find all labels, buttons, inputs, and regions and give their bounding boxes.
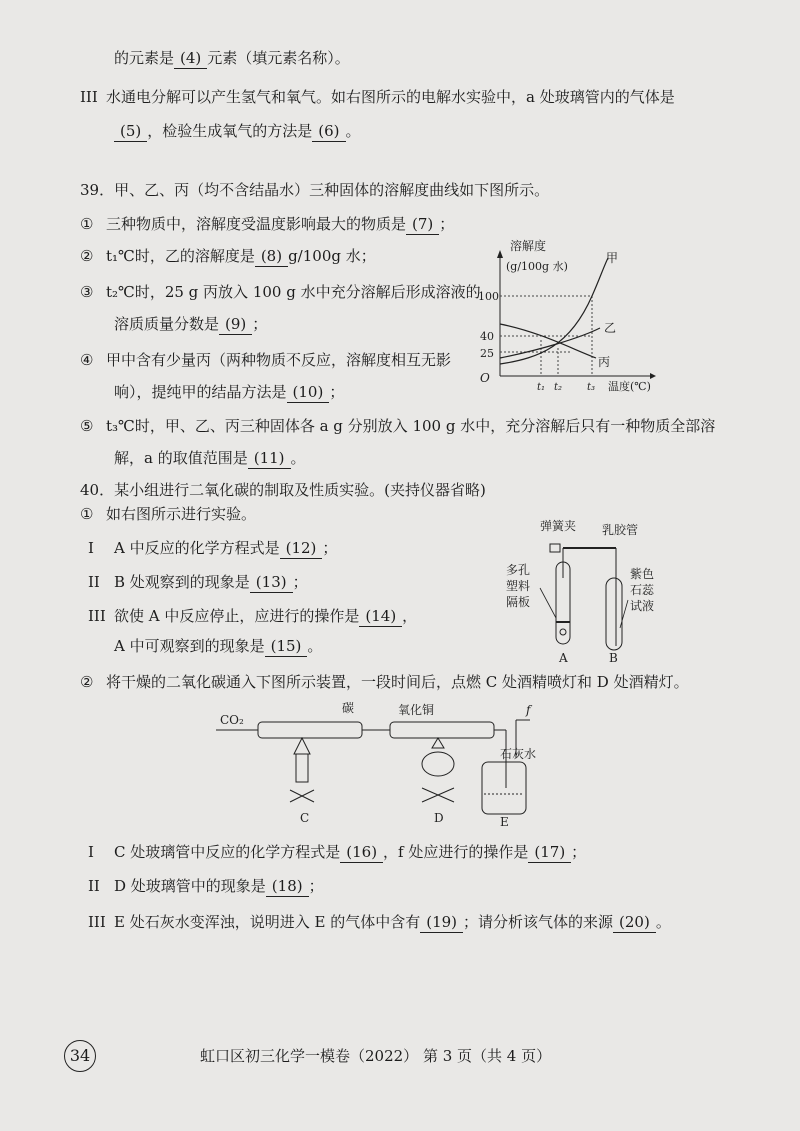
q40-i: I A 中反应的化学方程式是 (12) ； bbox=[88, 539, 338, 557]
q40-j: I C 处玻璃管中反应的化学方程式是 (16) ，f 处应进行的操作是 (17) ； bbox=[88, 843, 587, 861]
q40-s1: ① 如右图所示进行实验。 bbox=[80, 505, 257, 523]
y-axis-arrow bbox=[497, 250, 503, 258]
x-tick-t1: t₁ bbox=[537, 382, 546, 393]
x-axis-arrow bbox=[650, 373, 656, 379]
tube-c bbox=[258, 722, 362, 738]
figure-cde bbox=[210, 698, 550, 830]
series-bing bbox=[500, 324, 596, 358]
label-e: E bbox=[500, 815, 509, 829]
q39-stem: 39．甲、乙、丙（均不含结晶水）三种固体的溶解度曲线如下图所示。 bbox=[80, 181, 550, 199]
spring-clip-label: 弹簧夹 bbox=[540, 519, 577, 533]
q38-line1: 的元素是 (4) 元素（填元素名称）。 bbox=[114, 49, 350, 67]
limewater-label: 石灰水 bbox=[500, 747, 537, 761]
litmus-label-3: 试液 bbox=[630, 599, 655, 613]
q40-iii-b: A 中可观察到的现象是 (15) 。 bbox=[114, 637, 323, 655]
q39-p1: ① 三种物质中，溶解度受温度影响最大的物质是 (7) ； bbox=[80, 215, 455, 233]
blank-19[interactable]: (19) bbox=[420, 912, 463, 933]
page-badge: 34 bbox=[64, 1040, 96, 1072]
porous-label-3: 隔板 bbox=[506, 595, 531, 609]
q39-p3b: 溶质质量分数是 (9) ； bbox=[114, 315, 268, 333]
carbon-label: 碳 bbox=[342, 701, 355, 715]
litmus-label-2: 石蕊 bbox=[630, 583, 655, 597]
q40-s2: ② 将干燥的二氧化碳通入下图所示装置，一段时间后，点燃 C 处酒精喷灯和 D 处酒精灯。 bbox=[80, 673, 689, 691]
page-footer: 虹口区初三化学一模卷（2022） 第 3 页（共 4 页） bbox=[200, 1047, 552, 1065]
figure-ab bbox=[506, 518, 666, 668]
label-d: D bbox=[434, 811, 444, 825]
label-a: A bbox=[559, 651, 568, 665]
stand-c bbox=[290, 790, 314, 802]
q39-p5b: 解，a 的取值范围是 (11) 。 bbox=[114, 449, 306, 467]
y-axis-label: 溶解度 bbox=[510, 239, 547, 253]
q40-ii: II B 处观察到的现象是 (13) ； bbox=[88, 573, 308, 591]
y-tick-40: 40 bbox=[480, 330, 494, 343]
bottle-e bbox=[482, 762, 526, 814]
blank-12[interactable]: (12) bbox=[280, 538, 323, 559]
q39-p4b: 响），提纯甲的结晶方法是 (10) ； bbox=[114, 383, 345, 401]
blowtorch-c bbox=[296, 754, 308, 782]
blank-9[interactable]: (9) bbox=[219, 314, 252, 335]
co2-label: CO₂ bbox=[220, 713, 244, 727]
cuo-label: 氧化铜 bbox=[398, 703, 435, 717]
series-jia-label: 甲 bbox=[606, 251, 619, 265]
f-label: f bbox=[526, 703, 531, 717]
rubber-tube-label: 乳胶管 bbox=[602, 523, 639, 537]
blank-4[interactable]: (4) bbox=[174, 48, 207, 69]
porous-label-2: 塑料 bbox=[506, 579, 531, 593]
tube-d bbox=[390, 722, 494, 738]
blank-13[interactable]: (13) bbox=[250, 572, 293, 593]
blank-11[interactable]: (11) bbox=[248, 448, 291, 469]
porous-label-1: 多孔 bbox=[506, 563, 531, 577]
label-c: C bbox=[300, 811, 310, 825]
tube-b bbox=[606, 578, 622, 650]
q40-stem: 40．某小组进行二氧化碳的制取及性质实验。(夹持仪器省略) bbox=[80, 481, 486, 499]
blank-20[interactable]: (20) bbox=[613, 912, 656, 933]
litmus-label-1: 紫色 bbox=[630, 567, 655, 581]
blank-10[interactable]: (10) bbox=[287, 382, 330, 403]
y-tick-25: 25 bbox=[480, 347, 494, 360]
blowtorch-flame bbox=[294, 738, 310, 754]
blank-7[interactable]: (7) bbox=[406, 214, 439, 235]
porous-pointer bbox=[540, 588, 556, 618]
blank-5[interactable]: (5) bbox=[114, 121, 147, 142]
q40-iii: III 欲使 A 中反应停止，应进行的操作是 (14) ， bbox=[88, 607, 418, 625]
lamp-flame bbox=[432, 738, 444, 748]
q39-p5: ⑤ t₃℃时，甲、乙、丙三种固体各 a g 分别放入 100 g 水中，充分溶解后只有一种物质全部溶 bbox=[80, 417, 716, 435]
q40-k: II D 处玻璃管中的现象是 (18) ； bbox=[88, 877, 324, 895]
blank-18[interactable]: (18) bbox=[266, 876, 309, 897]
x-tick-t3: t₃ bbox=[587, 382, 596, 393]
blank-15[interactable]: (15) bbox=[265, 636, 308, 657]
x-tick-t2: t₂ bbox=[554, 382, 563, 393]
blank-17[interactable]: (17) bbox=[528, 842, 571, 863]
marble-chips bbox=[560, 629, 566, 635]
blank-8[interactable]: (8) bbox=[255, 246, 288, 267]
origin-label: O bbox=[480, 371, 490, 385]
alcohol-lamp-d bbox=[422, 752, 454, 776]
litmus-pointer bbox=[620, 600, 628, 628]
blank-6[interactable]: (6) bbox=[312, 121, 345, 142]
solubility-chart bbox=[470, 236, 670, 396]
label-b: B bbox=[609, 651, 618, 665]
blank-14[interactable]: (14) bbox=[359, 606, 402, 627]
q38-iii-cont: (5) ，检验生成氧气的方法是 (6) 。 bbox=[114, 121, 361, 142]
q38-iii: III 水通电分解可以产生氢气和氧气。如右图所示的电解水实验中，a 处玻璃管内的气体是 bbox=[80, 88, 675, 106]
series-bing-label: 丙 bbox=[598, 355, 611, 369]
blank-16[interactable]: (16) bbox=[340, 842, 383, 863]
y-axis-unit: (g/100g 水) bbox=[506, 260, 568, 273]
q40-l: III E 处石灰水变浑浊，说明进入 E 的气体中含有 (19) ；请分析该气体的来源 (20) 。 bbox=[88, 913, 671, 931]
series-yi-label: 乙 bbox=[604, 321, 617, 335]
spring-clip bbox=[550, 544, 560, 552]
q39-p3: ③ t₂℃时，25 g 丙放入 100 g 水中充分溶解后形成溶液的 bbox=[80, 283, 481, 301]
x-axis-label: 温度(℃) bbox=[608, 380, 651, 393]
q39-p4: ④ 甲中含有少量丙（两种物质不反应，溶解度相互无影 bbox=[80, 351, 452, 369]
y-tick-100: 100 bbox=[478, 290, 499, 303]
q39-p2: ② t₁℃时，乙的溶解度是 (8) g/100g 水； bbox=[80, 247, 376, 265]
stand-d bbox=[422, 788, 454, 802]
